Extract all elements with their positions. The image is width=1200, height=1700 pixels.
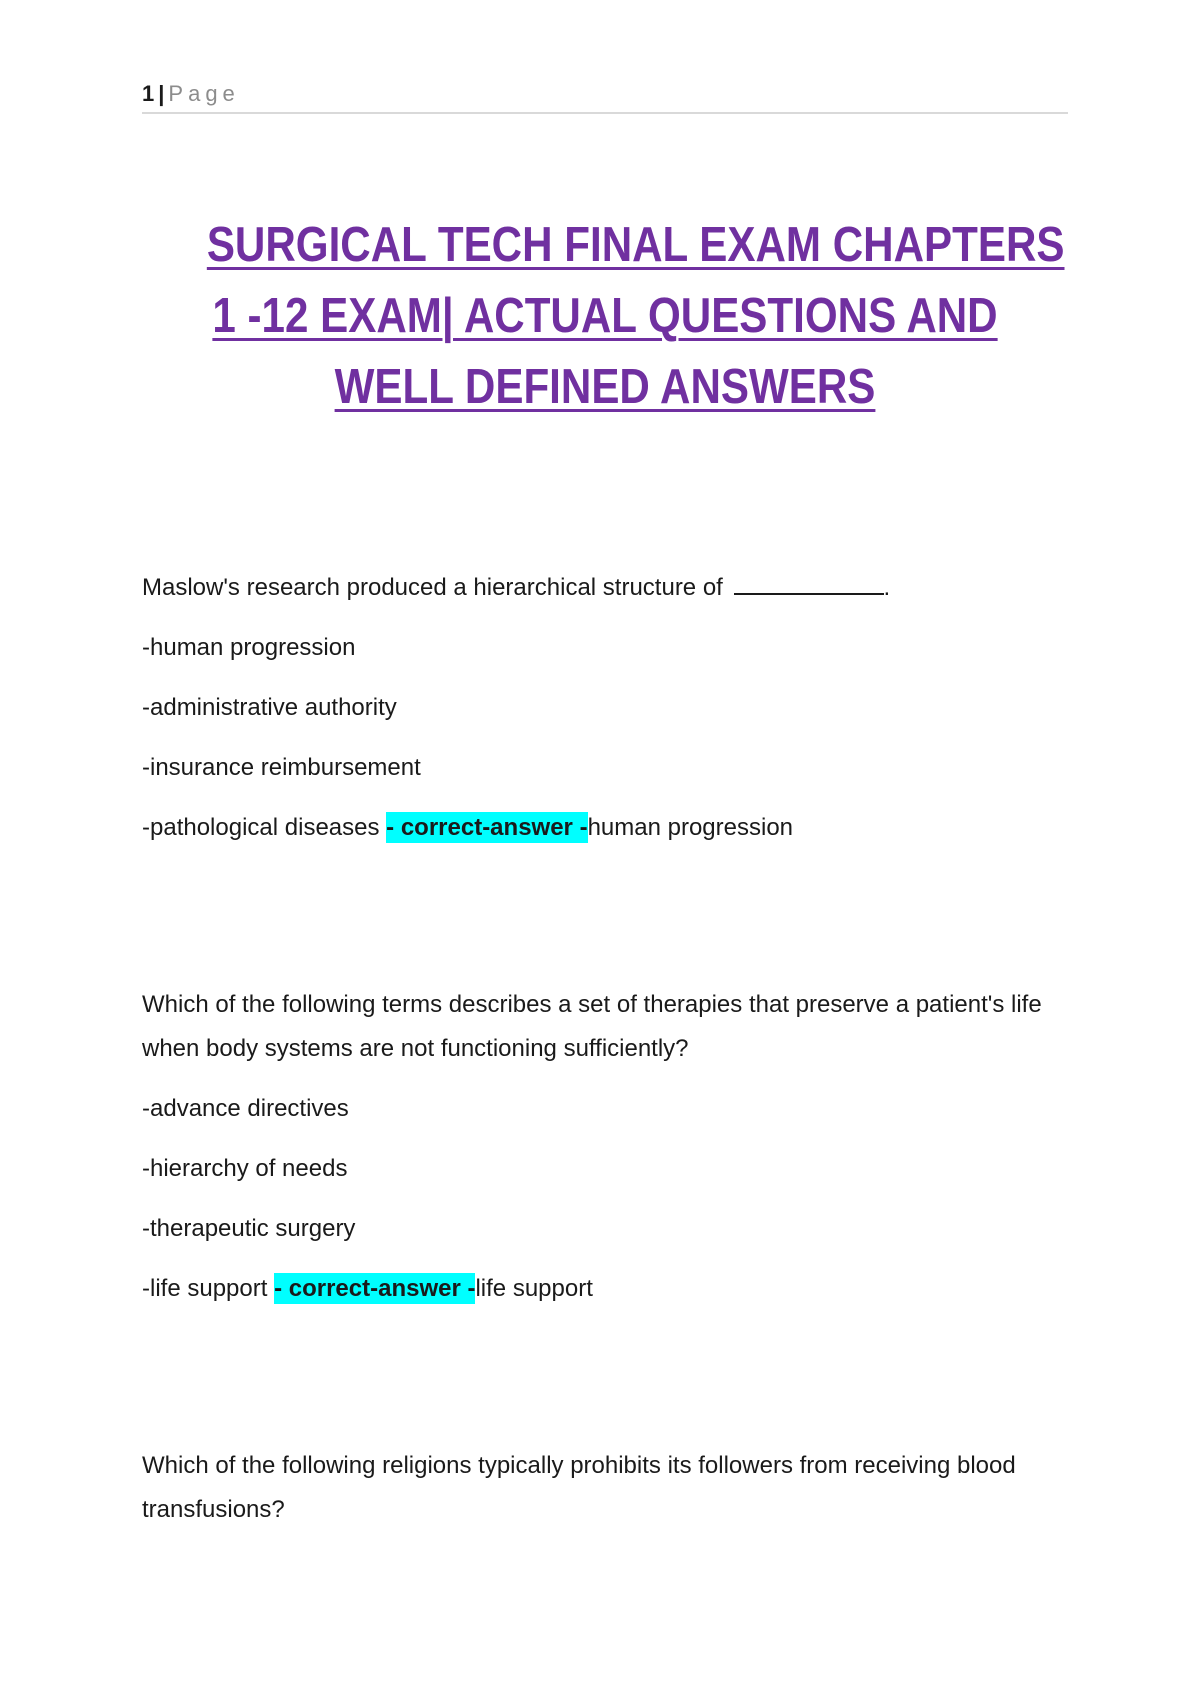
option-item: -advance directives	[142, 1095, 349, 1122]
option-item: -insurance reimbursement	[142, 754, 421, 781]
title-line-3: WELL DEFINED ANSWERS	[334, 360, 876, 414]
answer-blank	[734, 571, 884, 595]
option-item-with-answer	[142, 1267, 1068, 1311]
question-stem-end: .	[883, 574, 891, 601]
option-item: -human progression	[142, 634, 356, 661]
question-text: Which of the following religions typically prohibits its followers from receiving blood transfusions?	[142, 1452, 1016, 1523]
title-line-2: 1 -12 EXAM| ACTUAL QUESTIONS AND	[212, 289, 998, 343]
question-stem: Maslow's research produced a hierarchical structure of	[142, 574, 723, 601]
option-item: -therapeutic surgery	[142, 1215, 356, 1242]
page-label: Page	[168, 81, 240, 106]
header-separator: |	[158, 81, 165, 106]
question-text	[142, 566, 1068, 610]
question-block-3	[142, 1444, 1068, 1548]
page-header	[142, 80, 1068, 114]
option-text: -pathological diseases	[142, 814, 387, 841]
question-text: Which of the following terms describes a set of therapies that preserve a patient's life when body systems are not functioning sufficiently?	[142, 991, 1042, 1062]
title-line-1: SURGICAL TECH FINAL EXAM CHAPTERS	[206, 218, 1065, 272]
correct-answer-marker: - correct-answer -	[386, 814, 588, 841]
option-item-with-answer	[142, 806, 1068, 850]
question-block-2	[142, 983, 1068, 1327]
correct-answer-marker: - correct-answer -	[274, 1275, 476, 1302]
option-item: -hierarchy of needs	[142, 1155, 348, 1182]
correct-answer-text: human progression	[587, 814, 794, 841]
question-block-1	[142, 566, 1068, 866]
correct-answer-text: life support	[475, 1275, 593, 1302]
document-title	[206, 210, 1065, 423]
page-number: 1	[142, 81, 155, 106]
option-item: -administrative authority	[142, 694, 397, 721]
option-text: -life support	[142, 1275, 275, 1302]
